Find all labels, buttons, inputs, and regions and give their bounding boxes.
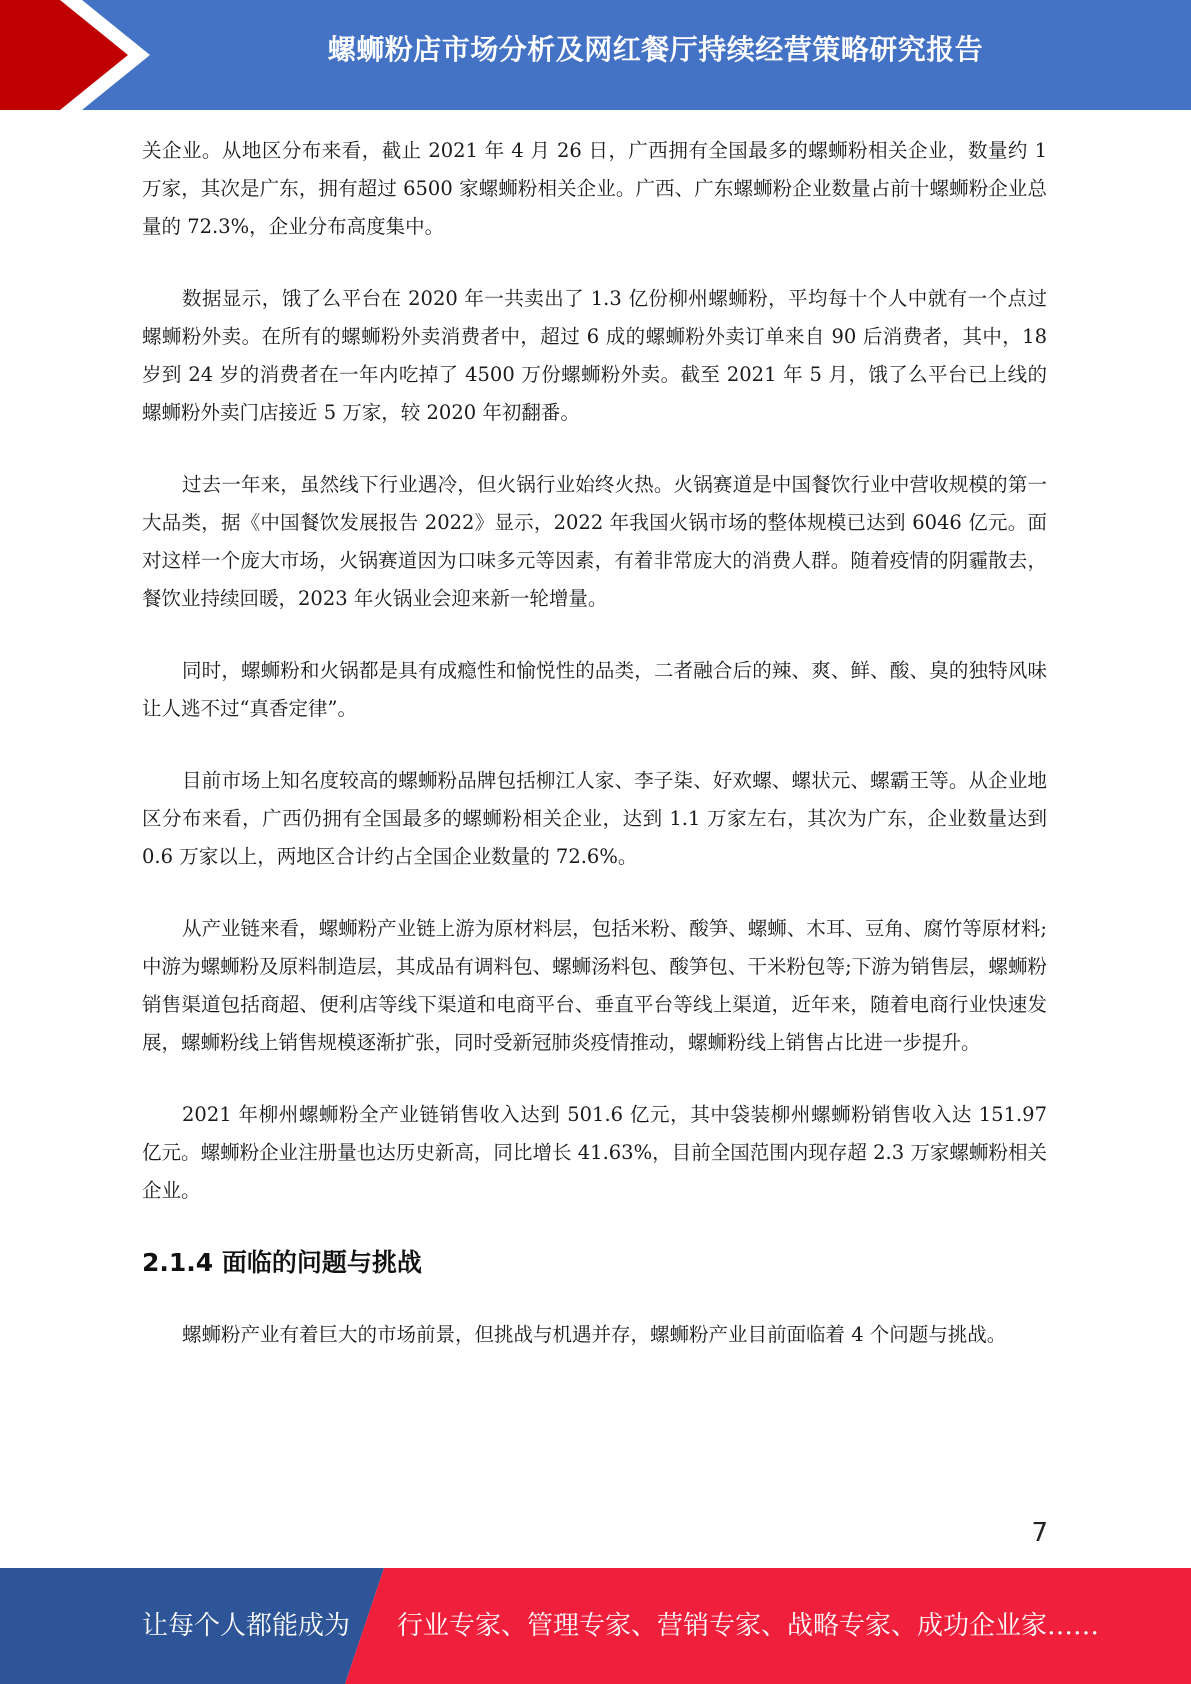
paragraph: 螺蛳粉产业有着巨大的市场前景，但挑战与机遇并存，螺蛳粉产业目前面临着 4 个问题与挑战。	[182, 1323, 1007, 1346]
footer-slogan-left: 让每个人都能成为	[142, 1611, 351, 1641]
paragraph: 过去一年来，虽然线下行业遇冷，但火锅行业始终火热。火锅赛道是中国餐饮行业中营收规模的第一大品类，据《中国餐饮发展报告 2022》显示，2022 年我国火锅市场的整体规模已达到 6046 亿元。面对这样一个庞大市场，火锅赛道因为口味多元等因素，有着非常庞大的消费人群。随着疫情的阴霾散去，餐饮业持续回暖，2023 年火锅业会迎来新一轮增量。	[142, 473, 1047, 610]
paragraph: 关企业。从地区分布来看，截止 2021 年 4 月 26 日，广西拥有全国最多的螺蛳粉相关企业，数量约 1 万家，其次是广东，拥有超过 6500 家螺蛳粉相关企业。广西、广东螺蛳粉企业数量占前十螺蛳粉企业总量的 72.3%，企业分布高度集中。	[142, 139, 1047, 238]
paragraph: 2021 年柳州螺蛳粉全产业链销售收入达到 501.6 亿元，其中袋装柳州螺蛳粉销售收入达 151.97 亿元。螺蛳粉企业注册量也达历史新高，同比增长 41.63%，目前全国范围内现存超 2.3 万家螺蛳粉相关企业。	[142, 1103, 1047, 1202]
header-arrow-icon	[0, 0, 200, 110]
paragraph: 目前市场上知名度较高的螺蛳粉品牌包括柳江人家、李子柒、好欢螺、螺状元、螺霸王等。从企业地区分布来看，广西仍拥有全国最多的螺蛳粉相关企业，达到 1.1 万家左右，其次为广东，企业数量达到 0.6 万家以上，两地区合计约占全国企业数量的 72.6%。	[142, 769, 1047, 868]
page-number: 7	[1031, 1518, 1048, 1548]
paragraph: 同时，螺蛳粉和火锅都是具有成瘾性和愉悦性的品类，二者融合后的辣、爽、鲜、酸、臭的独特风味让人逃不过“真香定律”。	[142, 659, 1047, 720]
report-title: 螺蛳粉店市场分析及网红餐厅持续经营策略研究报告	[327, 33, 984, 66]
paragraph: 数据显示，饿了么平台在 2020 年一共卖出了 1.3 亿份柳州螺蛳粉，平均每十个人中就有一个点过螺蛳粉外卖。在所有的螺蛳粉外卖消费者中，超过 6 成的螺蛳粉外卖订单来自 90 后消费者，其中，18 岁到 24 岁的消费者在一年内吃掉了 4500 万份螺蛳粉外卖。截至 2021 年 5 月，饿了么平台已上线的螺蛳粉外卖门店接近 5 万家，较 2020 年初翻番。	[142, 287, 1047, 424]
page-footer	[0, 1568, 1191, 1684]
footer-slogan-right: 行业专家、管理专家、营销专家、战略专家、成功企业家……	[397, 1611, 1100, 1641]
paragraph: 从产业链来看，螺蛳粉产业链上游为原材料层，包括米粉、酸笋、螺蛳、木耳、豆角、腐竹等原材料;中游为螺蛳粉及原料制造层，其成品有调料包、螺蛳汤料包、酸笋包、干米粉包等;下游为销售层，螺蛳粉销售渠道包括商超、便利店等线下渠道和电商平台、垂直平台等线上渠道，近年来，随着电商行业快速发展，螺蛳粉线上销售规模逐渐扩张，同时受新冠肺炎疫情推动，螺蛳粉线上销售占比进一步提升。	[142, 917, 1047, 1054]
page-header	[0, 0, 1191, 110]
section-heading: 2.1.4 面临的问题与挑战	[142, 1248, 422, 1277]
document-body	[142, 132, 1047, 1388]
